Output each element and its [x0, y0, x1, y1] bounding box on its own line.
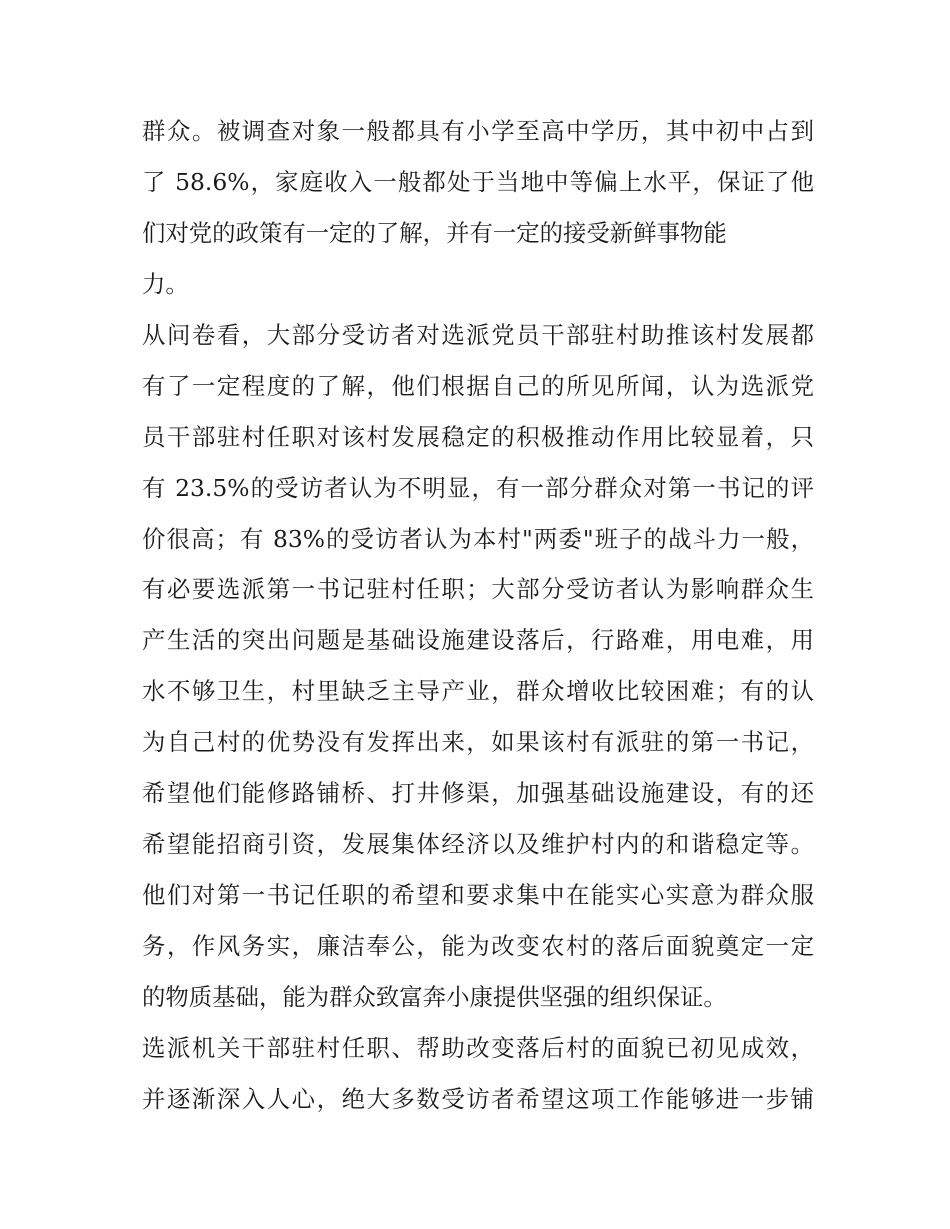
text-line: 有了一定程度的了解，他们根据自己的所见所闻，认为选派党: [142, 371, 814, 400]
text-line: 们对党的政策有一定的了解，并有一定的接受新鲜事物能: [142, 218, 727, 247]
text-line: 希望能招商引资，发展集体经济以及维护村内的和谐稳定等。: [142, 830, 814, 859]
text-line: 力。: [142, 269, 189, 298]
text-line: 水不够卫生，村里缺乏主导产业，群众增收比较困难；有的认: [142, 677, 814, 706]
text-line: 产生活的突出问题是基础设施建设落后，行路难，用电难，用: [142, 626, 814, 655]
text-line: 群众。被调查对象一般都具有小学至高中学历，其中初中占到: [142, 117, 814, 145]
text-line: 了 58.6%，家庭收入一般都处于当地中等偏上水平，保证了他: [142, 167, 814, 196]
text-line: 的物质基础，能为群众致富奔小康提供坚强的组织保证。: [142, 982, 727, 1011]
text-line: 他们对第一书记任职的希望和要求集中在能实心实意为群众服: [142, 881, 814, 910]
text-line: 有 23.5%的受访者认为不明显，有一部分群众对第一书记的评: [142, 473, 814, 502]
text-line: 为自己村的优势没有发挥出来，如果该村有派驻的第一书记，: [142, 728, 814, 757]
text-line: 并逐渐深入人心，绝大多数受访者希望这项工作能够进一步铺: [142, 1084, 814, 1113]
body-text: [142, 106, 814, 1125]
text-line: 价很高；有 83%的受访者认为本村"两委"班子的战斗力一般，: [142, 524, 814, 553]
text-line: 务，作风务实，廉洁奉公，能为改变农村的落后面貌奠定一定: [142, 932, 814, 960]
text-line: 从问卷看，大部分受访者对选派党员干部驻村助推该村发展都: [142, 320, 814, 349]
text-line: 希望他们能修路铺桥、打井修渠，加强基础设施建设，有的还: [142, 779, 814, 808]
text-line: 有必要选派第一书记驻村任职；大部分受访者认为影响群众生: [142, 575, 814, 604]
text-line: 选派机关干部驻村任职、帮助改变落后村的面貌已初见成效，: [142, 1033, 814, 1062]
text-line: 员干部驻村任职对该村发展稳定的积极推动作用比较显着，只: [142, 422, 814, 451]
